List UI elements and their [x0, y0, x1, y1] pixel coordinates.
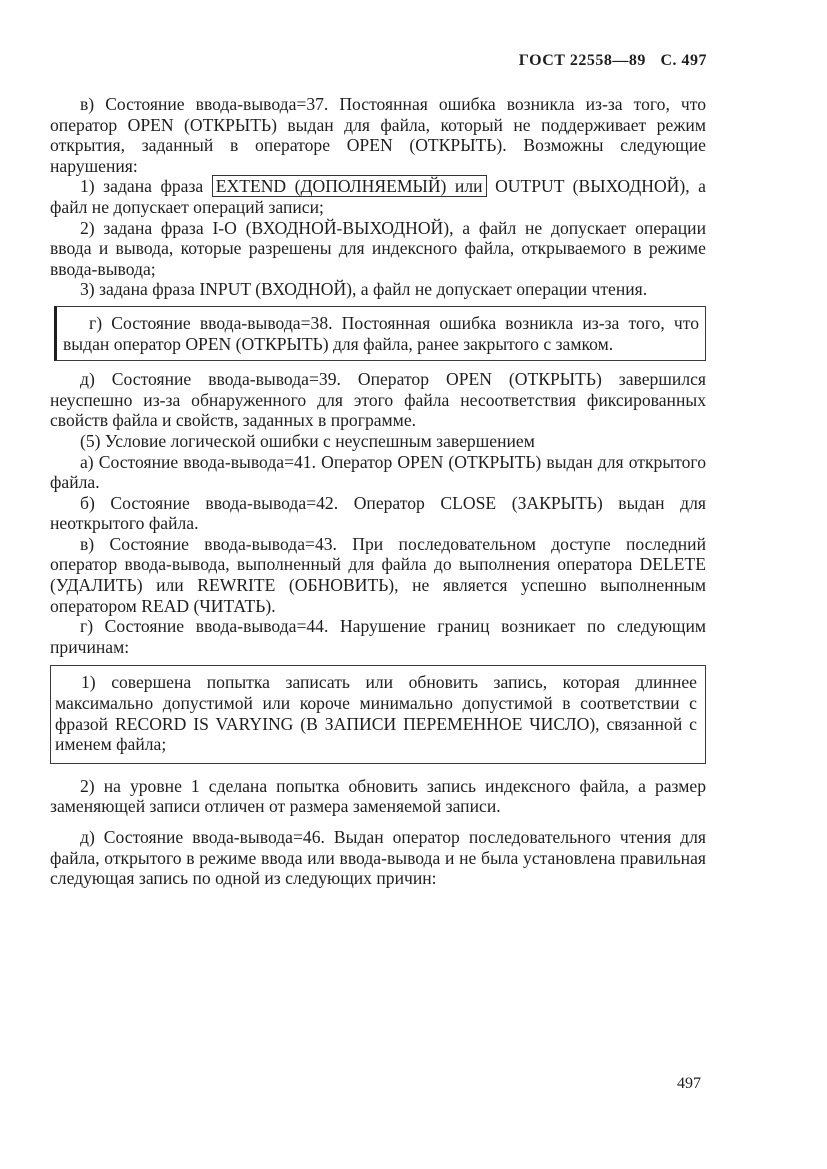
item1-prefix: 1) задана фраза [80, 176, 204, 197]
paragraph-g44-item2: 2) на уровне 1 сделана попытка обновить запись индексного файла, а размер заменяющей записи отличен от размера заменяемой записи. [50, 775, 706, 817]
boxed-section-g38 [54, 306, 706, 361]
paragraph-b42: б) Состояние ввода-вывода=42. Оператор CLOSE (ЗАКРЫТЬ) выдан для неоткрытого файла. [50, 492, 706, 534]
paragraph-g38: г) Состояние ввода-вывода=38. Постоянная ошибка возникла из-за того, что выдан оператор OPEN (ОТКРЫТЬ) для файла, ранее закрытого с замком. [63, 312, 699, 354]
paragraph-item1 [50, 176, 706, 217]
paragraph-a41: а) Состояние ввода-вывода=41. Оператор OPEN (ОТКРЫТЬ) выдан для открытого файла. [50, 451, 706, 493]
paragraph-d39: д) Состояние ввода-вывода=39. Оператор OPEN (ОТКРЫТЬ) завершился неуспешно из-за обнаруженного для этого файла несоответствия фиксированных свойств файла и свойств, заданных в программе. [50, 369, 706, 431]
paragraph-v37: в) Состояние ввода-вывода=37. Постоянная ошибка возникла из-за того, что оператор OPEN (ОТКРЫТЬ) выдан для файла, который не поддерживает режим открытия, заданный в операторе OPEN (ОТКРЫТЬ). Возможны следующие нарушения: [50, 94, 706, 176]
paragraph-item2: 2) задана фраза I-O (ВХОДНОЙ-ВЫХОДНОЙ), а файл не допускает операции ввода и вывода, которые разрешены для индексного файла, открываемого в режиме ввода-вывода; [50, 217, 706, 279]
boxed-section-g44 [50, 665, 706, 763]
paragraph-item3: 3) задана фраза INPUT (ВХОДНОЙ), а файл не допускает операции чтения. [80, 279, 648, 300]
header-page-number: С. 497 [660, 52, 707, 69]
paragraph-g44: г) Состояние ввода-вывода=44. Нарушение границ возникает по следующим причинам: [50, 616, 706, 657]
document-body [50, 94, 706, 889]
page-number: 497 [677, 1075, 701, 1092]
paragraph-g44-item1: 1) совершена попытка записать или обновить запись, которая длиннее максимально допустимой или короче минимально допустимой в соответствии с фразой RECORD IS VARYING (В ЗАПИСИ ПЕРЕМЕННОЕ ЧИСЛО), связанной с именем файла; [55, 672, 697, 755]
paragraph-v43: в) Состояние ввода-вывода=43. При последовательном доступе последний оператор ввода-вывода, выполненный для файла до выполнения оператора DELETE (УДАЛИТЬ) или REWRITE (ОБНОВИТЬ), не является успешно выполненным оператором READ (ЧИТАТЬ). [50, 533, 706, 616]
paragraph-d46: д) Состояние ввода-вывода=46. Выдан оператор последовательного чтения для файла, открытого в режиме ввода или ввода-вывода и не была установлена правильная следующая запись по одной из следующих причин: [50, 827, 706, 889]
page-header [509, 52, 707, 70]
item1-suffix: OUTPUT (ВЫХОДНОЙ), а файл не допускает операций записи; [50, 176, 706, 217]
item1-framed-phrase: EXTEND (ДОПОЛНЯЕМЫЙ) или [212, 175, 487, 197]
paragraph-cond5: (5) Условие логической ошибки с неуспешным завершением [80, 430, 535, 451]
gost-designation: ГОСТ 22558—89 [518, 52, 646, 69]
